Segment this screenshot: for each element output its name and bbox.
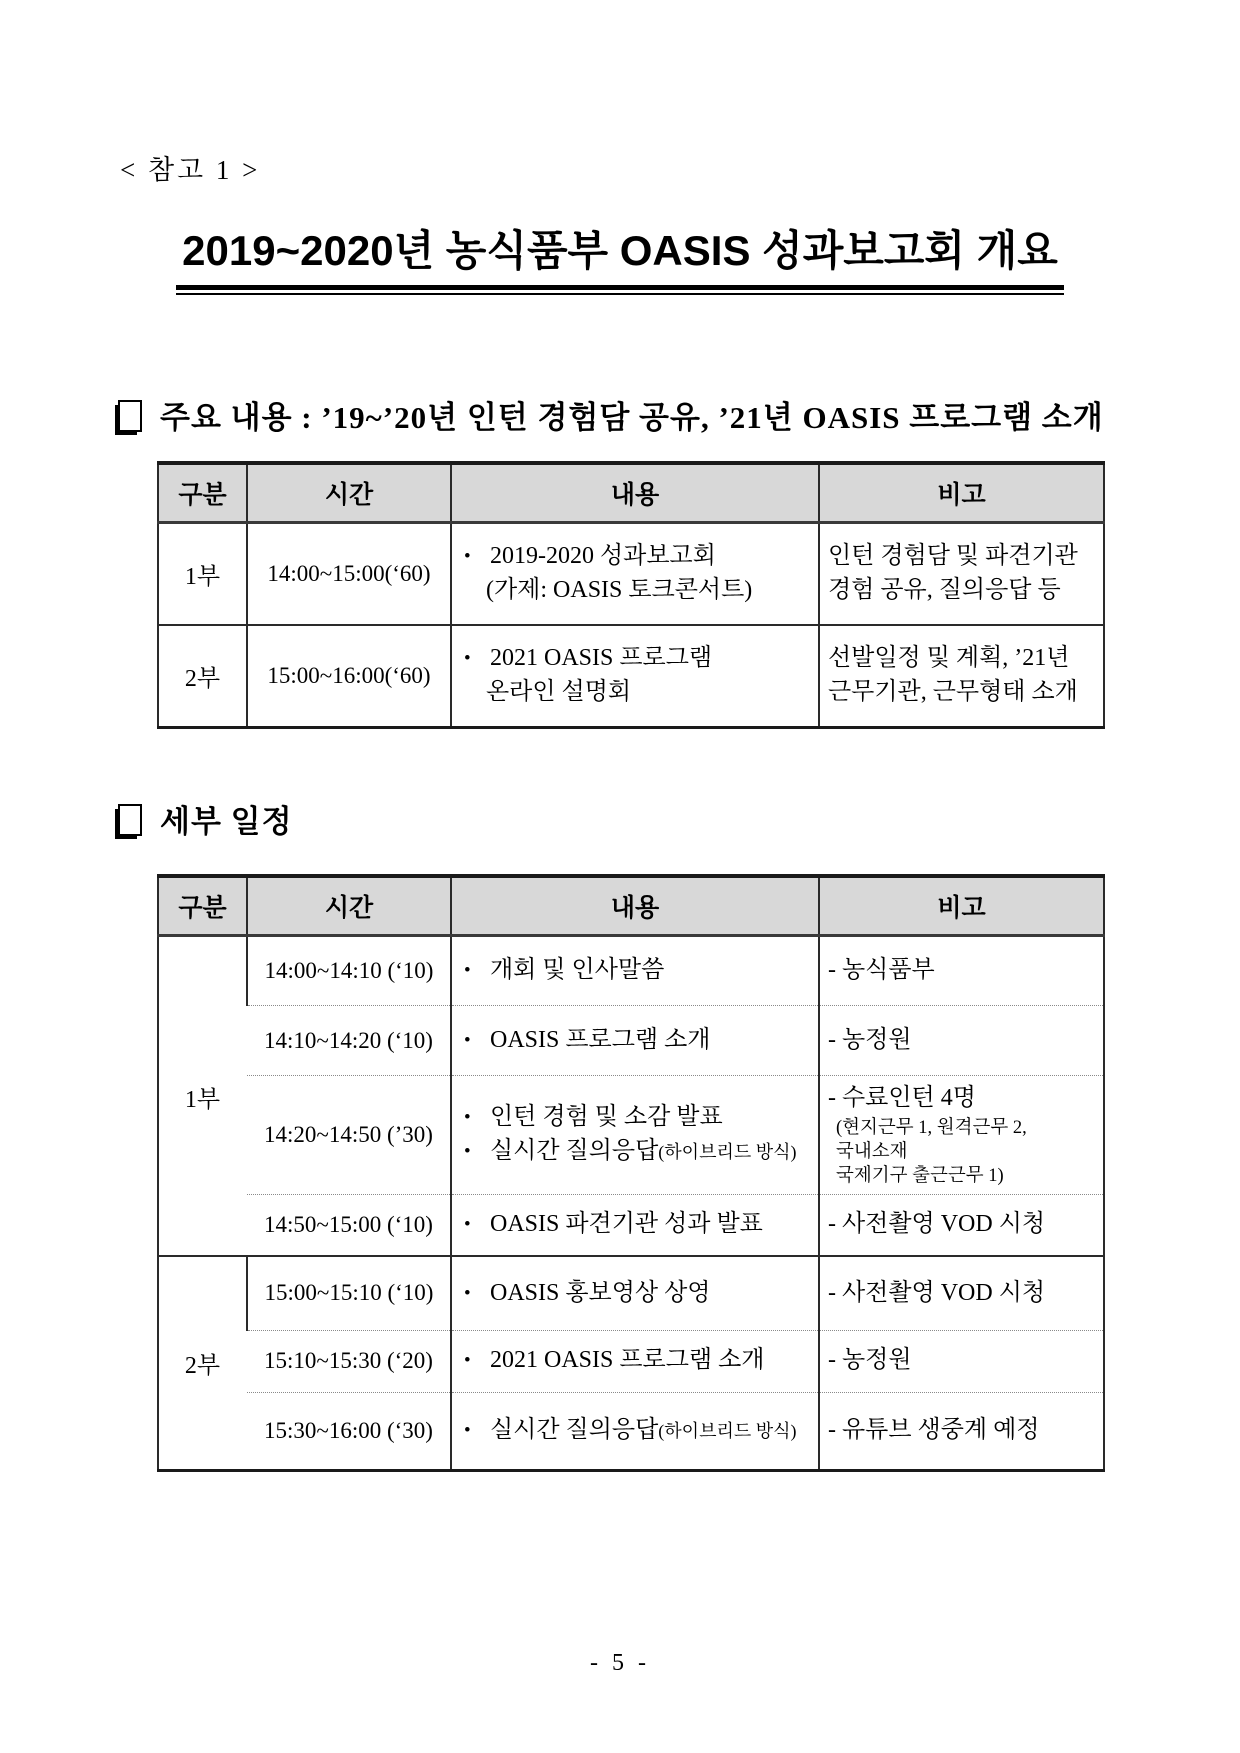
time-cell: 14:10~14:20 (‘10) bbox=[247, 1006, 451, 1076]
time-cell: 14:00~14:10 (‘10) bbox=[247, 936, 451, 1006]
bullet-icon: • bbox=[464, 546, 471, 568]
bullet-icon: • bbox=[464, 1214, 471, 1236]
content-text: 인턴 경험 및 소감 발표 bbox=[490, 1104, 723, 1131]
note-cell bbox=[819, 625, 1104, 728]
note-text: - 농식품부 bbox=[828, 957, 935, 984]
content-cell bbox=[451, 1256, 819, 1330]
note-text: - 사전촬영 VOD 시청 bbox=[828, 1211, 1046, 1238]
column-header-note: 비고 bbox=[819, 876, 1104, 936]
note-text: - 사전촬영 VOD 시청 bbox=[828, 1279, 1046, 1306]
time-cell: 15:30~16:00 (‘30) bbox=[264, 1417, 433, 1443]
table-row bbox=[158, 1256, 1104, 1330]
bullet-icon: • bbox=[464, 960, 471, 982]
checkbox-icon bbox=[118, 400, 142, 432]
note-text: - 농정원 bbox=[828, 1026, 912, 1053]
content-text-small: (하이브리드 방식) bbox=[658, 1420, 797, 1441]
section-heading-text: 주요 내용 : ’19~’20년 인턴 경험담 공유, ’21년 OASIS 프로그램 소개 bbox=[160, 400, 1104, 435]
content-text: OASIS 프로그램 소개 bbox=[490, 1026, 711, 1053]
note-text: 경험 공유, 질의응답 등 bbox=[828, 576, 1061, 603]
table-row bbox=[158, 1076, 1104, 1195]
content-line bbox=[460, 1414, 810, 1448]
table-row bbox=[158, 1392, 1104, 1470]
bullet-icon: • bbox=[464, 1350, 471, 1372]
column-header-time: 시간 bbox=[247, 463, 451, 523]
content-cell bbox=[451, 1392, 819, 1470]
time-cell: 14:20~14:50 (’30) bbox=[247, 1076, 451, 1195]
content-cell bbox=[451, 1006, 819, 1076]
checkbox-icon bbox=[118, 804, 142, 836]
content-line bbox=[460, 642, 810, 676]
content-cell bbox=[451, 936, 819, 1006]
table-row bbox=[158, 1330, 1104, 1392]
note-text-small: 국제기구 출근근무 1) bbox=[836, 1165, 1004, 1186]
section-heading-text: 세부 일정 bbox=[160, 804, 293, 839]
note-cell bbox=[819, 1006, 1104, 1076]
note-cell bbox=[819, 523, 1104, 625]
page-title bbox=[0, 218, 1240, 290]
column-header-part: 구분 bbox=[158, 876, 247, 936]
time-cell: 15:10~15:30 (‘20) bbox=[247, 1330, 451, 1392]
bullet-icon: • bbox=[464, 1140, 471, 1162]
ref-label: < 참고 1 > bbox=[120, 155, 261, 185]
page-title-text: 2019~2020년 농식품부 OASIS 성과보고회 개요 bbox=[176, 218, 1064, 290]
bullet-icon: • bbox=[464, 648, 471, 670]
bullet-icon: • bbox=[464, 1419, 471, 1441]
content-cell bbox=[451, 1330, 819, 1392]
content-line bbox=[460, 1101, 810, 1135]
overview-table bbox=[157, 461, 1105, 729]
content-text: (가제: OASIS 토크콘서트) bbox=[486, 576, 753, 603]
note-cell bbox=[819, 1392, 1104, 1470]
content-text-small: (하이브리드 방식) bbox=[658, 1141, 797, 1162]
table-header-row bbox=[158, 876, 1104, 936]
content-line bbox=[460, 954, 810, 988]
column-header-note: 비고 bbox=[819, 463, 1104, 523]
table-row bbox=[158, 625, 1104, 728]
content-text: 실시간 질의응답 bbox=[490, 1416, 659, 1443]
part-cell: 1부 bbox=[158, 936, 247, 1257]
content-line bbox=[460, 1208, 810, 1242]
time-cell: 15:00~15:10 (‘10) bbox=[247, 1256, 451, 1330]
part-cell: 1부 bbox=[158, 523, 247, 625]
time-cell: 14:50~15:00 (‘10) bbox=[247, 1194, 451, 1256]
content-cell bbox=[451, 1194, 819, 1256]
note-text: 근무기관, 근무형태 소개 bbox=[828, 678, 1078, 705]
content-line bbox=[460, 1024, 810, 1058]
content-cell bbox=[451, 1076, 819, 1195]
schedule-table bbox=[157, 874, 1105, 1472]
content-line bbox=[460, 1277, 810, 1311]
note-text: - 유튜브 생중계 예정 bbox=[828, 1416, 1040, 1443]
content-cell bbox=[451, 523, 819, 625]
note-cell bbox=[819, 1256, 1104, 1330]
content-text: OASIS 홍보영상 상영 bbox=[490, 1279, 711, 1306]
content-line bbox=[460, 540, 810, 574]
content-text: 온라인 설명회 bbox=[486, 678, 632, 705]
table-row bbox=[158, 1006, 1104, 1076]
bullet-icon: • bbox=[464, 1107, 471, 1129]
bullet-icon: • bbox=[464, 1029, 471, 1051]
column-header-part: 구분 bbox=[158, 463, 247, 523]
part-cell: 2부 bbox=[184, 1353, 221, 1380]
section-heading-schedule bbox=[118, 796, 293, 841]
bullet-icon: • bbox=[464, 1282, 471, 1304]
content-text: 2021 OASIS 프로그램 소개 bbox=[490, 1347, 765, 1374]
note-cell bbox=[819, 1076, 1104, 1195]
content-text: OASIS 파견기관 성과 발표 bbox=[490, 1211, 763, 1238]
table-row bbox=[158, 523, 1104, 625]
note-text: - 수료인턴 4명 bbox=[828, 1085, 976, 1111]
note-cell bbox=[819, 1194, 1104, 1256]
column-header-content: 내용 bbox=[451, 463, 819, 523]
content-cell bbox=[451, 625, 819, 728]
content-line bbox=[460, 1344, 810, 1378]
table-row bbox=[158, 1194, 1104, 1256]
note-text: 인턴 경험담 및 파견기관 bbox=[828, 543, 1078, 570]
column-header-content: 내용 bbox=[451, 876, 819, 936]
note-cell bbox=[819, 936, 1104, 1006]
part-cell: 2부 bbox=[184, 666, 221, 693]
note-text: 선발일정 및 계획, ’21년 bbox=[828, 645, 1070, 672]
content-line bbox=[460, 1135, 810, 1169]
time-cell: 15:00~16:00(‘60) bbox=[247, 625, 451, 728]
note-cell bbox=[819, 1330, 1104, 1392]
page-number: - 5 - bbox=[590, 1650, 650, 1676]
content-text: 2019-2020 성과보고회 bbox=[490, 543, 716, 570]
note-text-small: (현지근무 1, 원격근무 2, 국내소재 bbox=[836, 1117, 1027, 1162]
note-text: - 농정원 bbox=[828, 1347, 912, 1374]
column-header-time: 시간 bbox=[247, 876, 451, 936]
section-heading-main-content bbox=[118, 392, 1104, 437]
table-row bbox=[158, 936, 1104, 1006]
content-text: 2021 OASIS 프로그램 bbox=[490, 645, 713, 672]
table-header-row bbox=[158, 463, 1104, 523]
content-text: 실시간 질의응답 bbox=[490, 1137, 659, 1164]
content-text: 개회 및 인사말씀 bbox=[490, 957, 665, 984]
time-cell: 14:00~15:00(‘60) bbox=[247, 523, 451, 625]
